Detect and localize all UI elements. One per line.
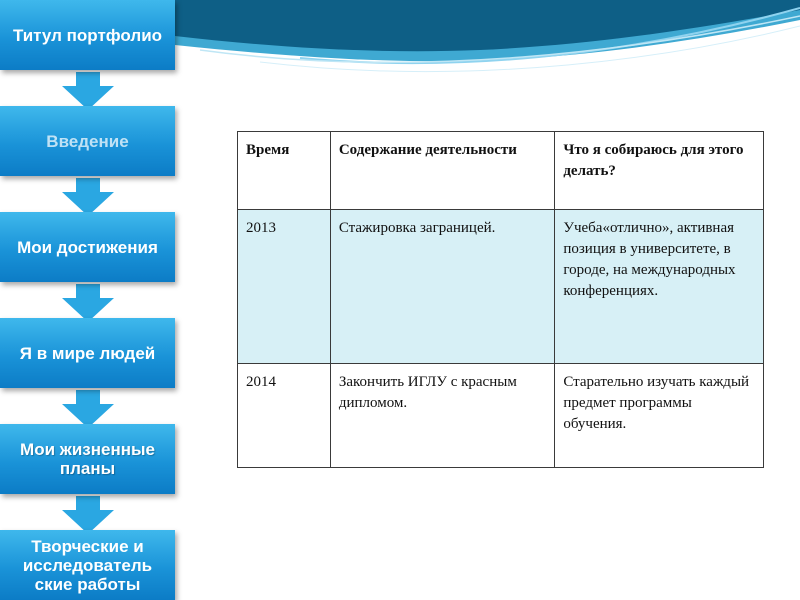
down-arrow-icon [62, 72, 114, 110]
table-row [238, 364, 764, 468]
nav-item-intro[interactable]: Введение [0, 106, 175, 176]
cell-actions: Учеба«отлично», активная позиция в университете, в городе, на международных конференциях. [555, 210, 764, 364]
table-row [238, 210, 764, 364]
nav-item-people[interactable]: Я в мире людей [0, 318, 175, 388]
nav-item-title[interactable]: Титул портфолио [0, 0, 175, 70]
sidebar-nav [0, 0, 180, 600]
down-arrow-icon [62, 284, 114, 322]
down-arrow-icon [62, 390, 114, 428]
cell-year: 2014 [238, 364, 331, 468]
header-time: Время [238, 132, 331, 210]
nav-item-achievements[interactable]: Мои достижения [0, 212, 175, 282]
cell-activity: Закончить ИГЛУ с красным дипломом. [330, 364, 555, 468]
table-header-row [238, 132, 764, 210]
down-arrow-icon [62, 496, 114, 534]
header-activity: Содержание деятельности [330, 132, 555, 210]
header-actions: Что я собираюсь для этого делать? [555, 132, 764, 210]
cell-actions: Старательно изучать каждый предмет программы обучения. [555, 364, 764, 468]
cell-year: 2013 [238, 210, 331, 364]
down-arrow-icon [62, 178, 114, 216]
cell-activity: Стажировка заграницей. [330, 210, 555, 364]
nav-item-life-plans[interactable]: Мои жизненные планы [0, 424, 175, 494]
nav-item-creative-works[interactable]: Творческие и исследователь ские работы [0, 530, 175, 600]
plans-table [237, 131, 764, 468]
